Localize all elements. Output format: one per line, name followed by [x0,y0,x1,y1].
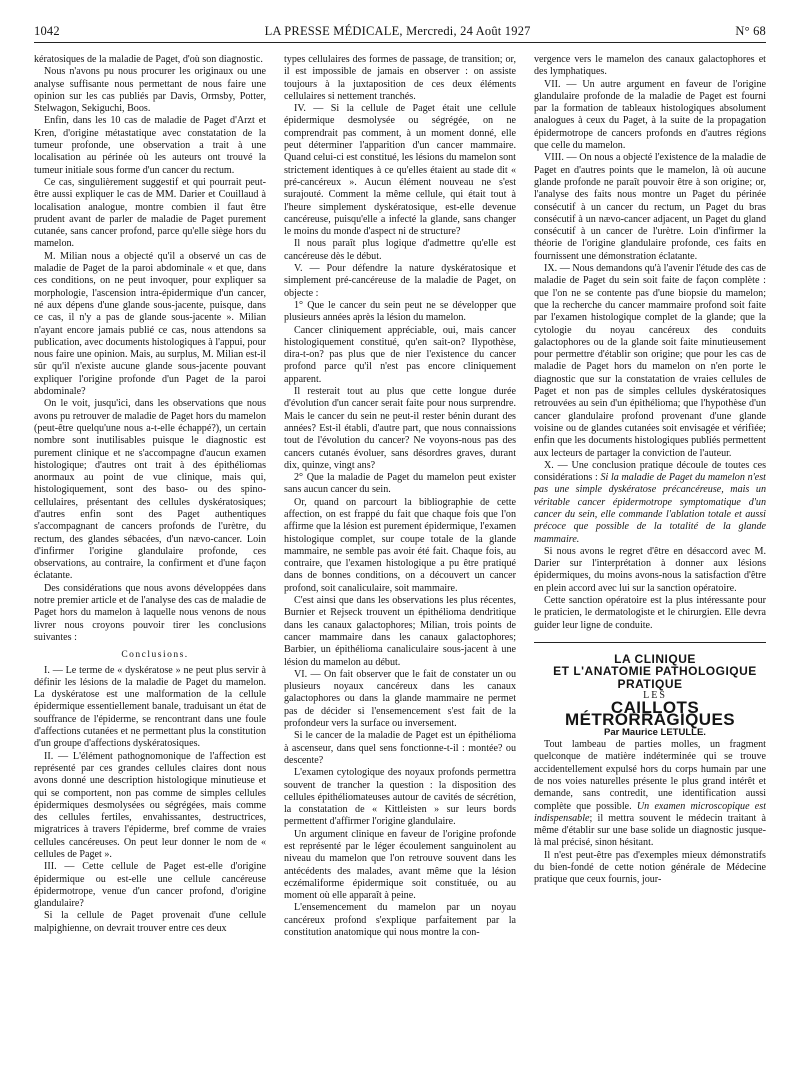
italic-emphasis: Un examen microscopique est indispensable [534,800,766,824]
issue-number: N° 68 [735,23,766,38]
paragraph: Il nous paraît plus logique d'admettre qu'elle est cancéreuse dès le début. [284,238,516,262]
paragraph-text: Tout lambeau de parties molles, un fragment quelconque de matière indéterminée qui se trouve accidentellement expulsé hors du corps humain par une de nos voies naturelles présente le plus grand intérêt et demande, sans contredit, une identification aussi complète que possible. [534,739,766,812]
paragraph: Si le cancer de la maladie de Paget est un épithélioma à ascenseur, dans quel sens fonctionne-t-il : montée? ou descente? [284,730,516,766]
article-title-prefix: LES [643,689,667,701]
paragraph: vergence vers le mamelon des canaux galactophores et des lymphatiques. [534,54,766,78]
divider [534,642,766,643]
paragraph: VIII. — On nous a objecté l'existence de la maladie de Paget en d'autres points que le mamelon, là où aucune glande profonde ne paraît pouvoir être à son origine; or, l'analyse des faits nous montre un Paget du périnée consécutif à un cancer du rectum, un Paget du bras consécutif à un nævo-cancer adjacent, un Paget du gland consécutif à un cancer de l'urètre. Loin d'infirmer la théorie de l'origine glandulaire profonde, ces faits en fournissent une démonstration éclatante. [534,152,766,262]
paragraph: types cellulaires des formes de passage, de transition; or, il est impossible de jamais en observer : on assiste toujours à la juxtaposition de ces deux éléments cellulaires si nettement tranchés. [284,54,516,102]
paragraph: V. — Pour défendre la nature dyskératosique et simplement pré-cancéreuse de la maladie de Paget, on objecte : [284,263,516,299]
paragraph: Si nous avons le regret d'être en désaccord avec M. Darier sur l'interprétation à donner aux lésions épidermiques, du moins avons-nous la satisfaction d'être en plein accord avec lui sur la sanction opératoire. [534,545,766,594]
article-title: CAILLOTS MÉTRORRAGIQUES [565,698,735,730]
section-heading: Conclusions. [121,650,189,661]
column-1 [34,54,266,1074]
article-author: Par Maurice LETULLE. [604,726,706,738]
paragraph: Si la cellule de Paget provenait d'une cellule malpighienne, on devrait trouver entre ces deux [34,910,266,934]
paragraph: IV. — Si la cellule de Paget était une cellule épidermique desmolysée ou ségrégée, on ne comprendrait pas comment, à un moment donné, elle peut déterminer l'apparition d'un cancer mammaire. Quand celui-ci est constitué, les lésions du mamelon sont strictement identiques à ce qu'elles étaient au stade dit « pré-cancéreux ». Aucun élément nouveau ne s'est surajouté. Comment la même cellule, qui était tout à l'heure simplement dyskératosique, est-elle devenue cancéreuse, puisqu'elle a infecté la glande, sans changer le moins du monde d'aspect ni de structure? [284,103,516,238]
paragraph: L'ensemencement du mamelon par un noyau cancéreux profond s'explique parfaitement par la constitution anatomique qui nous montre la con- [284,902,516,939]
paragraph: Des considérations que nous avons développées dans notre premier article et de l'analyse des cas de maladie de Paget hors du mamelon à laquelle nous venons de nous livrer nous croyons pouvoir tirer les conclusions suivantes : [34,582,266,643]
paragraph: I. — Le terme de « dyskératose » ne peut plus servir à définir les lésions de la maladie de Paget du mamelon. La dyskératose est une malformation de la cellule épidermique essentiellement banale, traduisant un état de souffrance de l'épiderme, se rencontrant dans une foule d'affections cutanées et ne permettant plus la constitution d'un groupe d'affections dyskératosiques. [34,664,266,750]
section-heading: LA CLINIQUE [614,651,696,666]
column-3 [534,54,766,1074]
paragraph: On le voit, jusqu'ici, dans les observations que nous avons pu retrouver de maladie de Paget hors du mamelon (peut-être quelqu'une nous a-t-elle échappé?), un certain nombre sont inutilisables puisque le diagnostic est purement clinique et ne s'accompagne d'aucun examen histologique; d'autres ont trait à des épithéliomas anormaux au point de vue clinique, mais qui, histologiquement, sont des baso- ou des spino-cellulaires, présentant des cellules dyskératosiques; d'autres enfin sont des Paget authentiques s'accompagnant de cancers profonds de l'urètre, du rectum, des glandes sébacées, d'un nævo-cancer. Loin d'infirmer l'origine glandulaire profonde, ces observations, au contraire, la confirment et d'une façon éclatante. [34,398,266,582]
paragraph: Cette sanction opératoire est la plus intéressante pour le praticien, le dermatologiste et le chirurgien. Elle devra guider leur ligne de conduite. [534,595,766,631]
paragraph: 1° Que le cancer du sein peut ne se développer que plusieurs années après la lésion du mamelon. [284,299,516,324]
paragraph: VI. — On fait observer que le fait de constater un ou plusieurs noyaux cancéreux dans les canaux galactophores ou dans la glande mammaire ne permet pas de décider si l'ensemencement s'est fait de la profondeur vers la surface ou inversement. [284,668,516,730]
paragraph: II. — L'élément pathognomonique de l'affection est représenté par ces grandes cellules claires dont nous avons donné une description histologique minutieuse et qui se comportent, non pas comme de simples cellules épidermiques desmolysées ou ségrégées, mais comme des cellules fertiles, envahissantes, destructrices, migratrices à travers l'épiderme, bref comme de vraies cellules cancéreuses. On peut leur donner le nom de « cellules de Paget ». [34,750,266,860]
paragraph: Ce cas, singulièrement suggestif et qui pourrait peut-être aussi expliquer le cas de MM. Darier et Couillaud à localisation analogue, montre combien il faut être prudent avant de parler de maladie de Paget purement cutanée, sans cancer profond, parce qu'elle siège hors du mamelon. [34,176,266,250]
paragraph: III. — Cette cellule de Paget est-elle d'origine épidermique ou est-elle une cellule cancéreuse épidermotrope, venue d'un cancer profond, d'origine glandulaire? [34,861,266,910]
paragraph: Or, quand on parcourt la bibliographie de cette affection, on est frappé du fait que chaque fois que l'on affirme que la lésion est purement épidermique, l'examen histologique complet, sur coupe totale de la glande mammaire, ne semble pas avoir été fait. Chaque fois, au contraire, que l'examen histologique a pu être pratiqué dans de bonnes conditions, on a découvert un cancer profond, soit canaliculaire, soit mammaire. [284,496,516,594]
page-number: 1042 [34,23,60,38]
paragraph: kératosiques de la maladie de Paget, d'où son diagnostic. [34,54,263,65]
article-columns [34,54,766,1074]
paragraph: Enfin, dans les 10 cas de maladie de Paget d'Arzt et Kren, d'origine métastatique avec constatation de la tumeur profonde, une observation a trait à une localisation au périnée où les auteurs ont trouvé la tumeur initiale sous forme d'un cancer du rectum. [34,115,266,176]
journal-title: LA PRESSE MÉDICALE, Mercredi, 24 Août 1927 [264,23,531,38]
paragraph [534,739,766,850]
paragraph: 2° Que la maladie de Paget du mamelon peut exister sans aucun cancer du sein. [284,472,516,496]
column-2 [284,54,516,1074]
paragraph-text: ; il mettra souvent le médecin traitant à même d'établir sur une base solide un diagnostic jusque-là mal précisé, sinon hésitant. [534,812,766,849]
paragraph: L'examen cytologique des noyaux profonds permettra souvent de trancher la question : la disposition des cellules épithéliomateuses autour de cavités de sécrétion, la constatation de « Kittleisten » sur leurs bords permettent d'affirmer l'origine glandulaire. [284,767,516,828]
paragraph: Il n'est peut-être pas d'exemples mieux démonstratifs du bien-fondé de cette notion générale de Médecine pratique que ceux fournis, jour- [534,849,766,886]
paragraph [534,460,766,546]
paragraph: Un argument clinique en faveur de l'origine profonde est représenté par le léger écoulement sanguinolent au niveau du mamelon que l'on retrouve souvent dans les antécédents des malades, avant même que la lésion eczémaliforme épidermique soit constituée, ou au moment où elle apparaît à peine. [284,828,516,902]
paragraph: Nous n'avons pu nous procurer les originaux ou une analyse suffisante nous permettant de nous faire une opinion sur les cas publiés par Davis, Ormsby, Potter, Stelwagon, Sekiguchi, Boos. [34,66,266,115]
paragraph-text: X. — Une conclusion pratique découle de toutes ces considérations : [534,459,766,484]
page-header [34,20,766,43]
paragraph: IX. — Nous demandons qu'à l'avenir l'étude des cas de maladie de Paget du sein soit faite de façon complète : que l'on ne se contente pas d'une biopsie du mamelon; que la recherche du cancer mammaire profond soit faite par l'examen histologique complet de la glande; que la cytologie du noyau cancéreux des conduits galactophores ou de la glande soit faite minutieusement pour permettre d'établir son origine; que pour les cas de maladie de Paget hors du mamelon on n'en porte le diagnostic que sur la constatation de vraies cellules de Paget et non pas de simples cellules dyskératosiques retrouvées au sein d'un épithélioma; que l'hypothèse d'un cancer glandulaire profond provenant d'une glande voisine ou de glandes cutanées soit envisagée et vérifiée; enfin que les documents histologiques publiés permettent aux lecteurs de partager la conviction de l'auteur. [534,263,766,459]
italic-conclusion: Si la maladie de Paget du mamelon n'est pas une simple dyskératose précancéreuse, mais un véritable cancer épidermotrope symptomatique d'un cancer du sein, elle commande l'ablation totale et aussi précoce que possible de la totalité de la glande mammaire. [534,472,766,545]
paragraph: Cancer cliniquement appréciable, oui, mais cancer histologiquement constitué, qu'en sait-on? Ilypothèse, dira-t-on? pas plus que de nier l'existence du cancer profond parce qu'il n'est pas encore cliniquement apparent. [284,324,516,385]
paragraph: M. Milian nous a objecté qu'il a observé un cas de maladie de Paget de la paroi abdominale « et que, dans ces conditions, on ne peut invoquer, pour expliquer sa morphologie, l'ascension intra-épidermique d'un cancer, né aux dépens d'une glande sous-jacente, puisque, dans ce cas, il n'y a pas de glande sous-jacente ». Milian n'ayant encore jamais publié ce cas, nous attendons sa publication, avec documents histologiques à l'appui, pour nous faire une opinion. Mais, au surplus, M. Milian est-il sûr qu'il n'existe aucune glande sous-jacente pouvant expliquer l'origine profonde d'un Paget de la paroi abdominale? [34,250,266,398]
paragraph: VII. — Un autre argument en faveur de l'origine glandulaire profonde de la maladie de Paget est fourni par la formation de tableaux histologiques absolument analogues à ceux du Paget, à la suite de la propagation épidermotrope de cancers profonds en d'autres régions que celle du mamelon. [534,78,766,152]
paragraph: C'est ainsi que dans les observations les plus récentes, Burnier et Rejseck trouvent un épithélioma dendritique dans les canaux galactophores; Milian, trois points de cancer mammaire dans les canaux galactophores; Barbier, un épithélioma canaliculaire sous-jacent à une lésion du mamelon au début. [284,595,516,668]
section-subheading: ET L'ANATOMIE PATHOLOGIQUE PRATIQUE [553,664,757,691]
paragraph: Il resterait tout au plus que cette longue durée d'évolution d'un cancer serait faite pour nous surprendre. Mais le cancer du sein ne peut-il rester bénin durant des années? Est-il établi, d'autre part, que nous connaissions tout de l'évolution du cancer? Ne voyons-nous pas des cancers cutanés évoluer, sans désordres graves, durant dix, quinze, vingt ans? [284,386,516,471]
